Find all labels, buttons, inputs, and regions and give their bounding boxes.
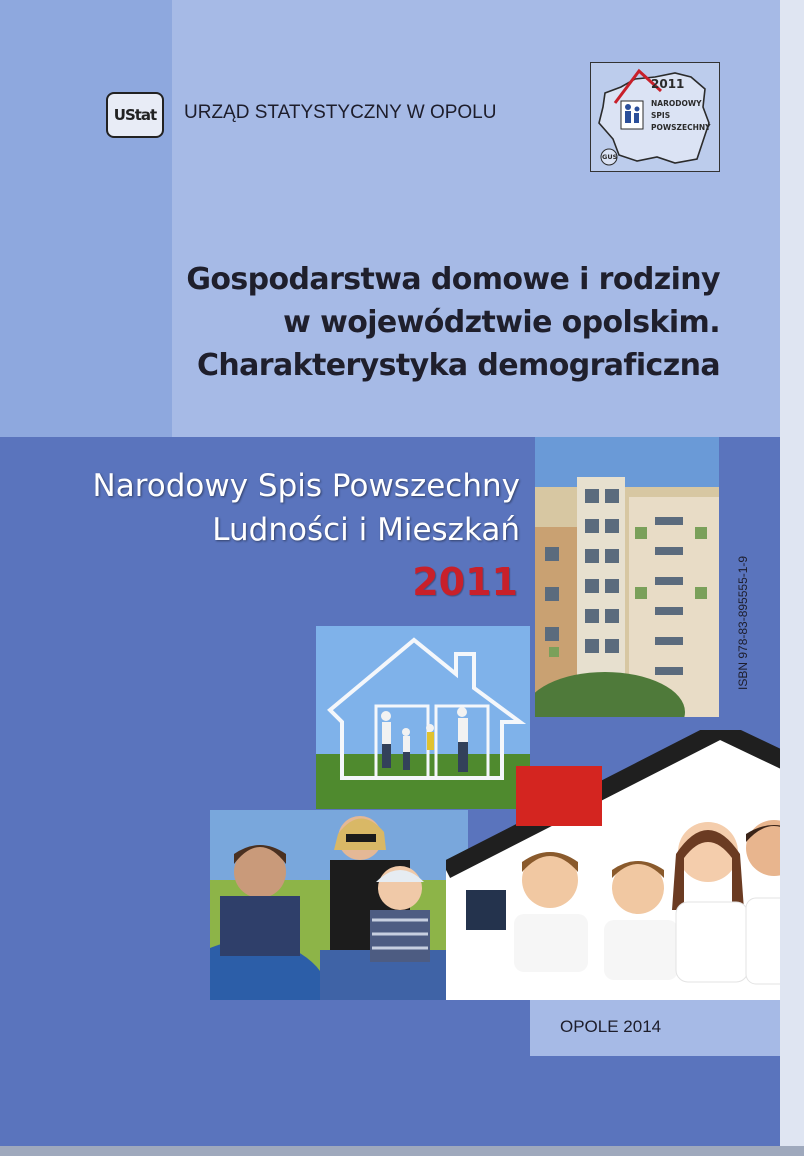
publication-place-year: OPOLE 2014: [560, 1017, 662, 1036]
census-name-line-1: Narodowy Spis Powszechny: [92, 468, 520, 504]
title-line-2: w województwie opolskim.: [283, 305, 720, 340]
census-name-line-2: Ludności i Mieszkań: [212, 512, 520, 548]
cover-band-left: [0, 0, 172, 440]
badge-line-2: SPIS: [651, 111, 671, 120]
badge-year: 2011: [651, 77, 685, 91]
page-edge-right: [780, 0, 804, 1156]
census-map-badge-icon: [590, 62, 720, 172]
title-line-1: Gospodarstwa domowe i rodziny: [186, 262, 720, 297]
isbn-number: ISBN 978-83-895555-1-9: [736, 555, 750, 690]
badge-line-1: NARODOWY: [651, 99, 702, 108]
smiling-family-photo: [446, 730, 804, 1000]
badge-line-3: POWSZECHNY: [651, 123, 711, 132]
title-line-3: Charakterystyka demograficzna: [196, 348, 720, 383]
statistics-office-logo-icon: [106, 92, 164, 138]
family-picnic-photo: [210, 810, 468, 1000]
publication-title: [150, 258, 720, 387]
organization-name: URZĄD STATYSTYCZNY W OPOLU: [184, 102, 497, 123]
gus-logo-icon: GUS: [602, 153, 618, 161]
logo-text: UStat: [113, 106, 157, 124]
census-name: [20, 464, 520, 552]
page-edge-bottom: [0, 1146, 804, 1156]
apartment-building-photo: [535, 437, 719, 717]
census-year: 2011: [412, 560, 518, 604]
